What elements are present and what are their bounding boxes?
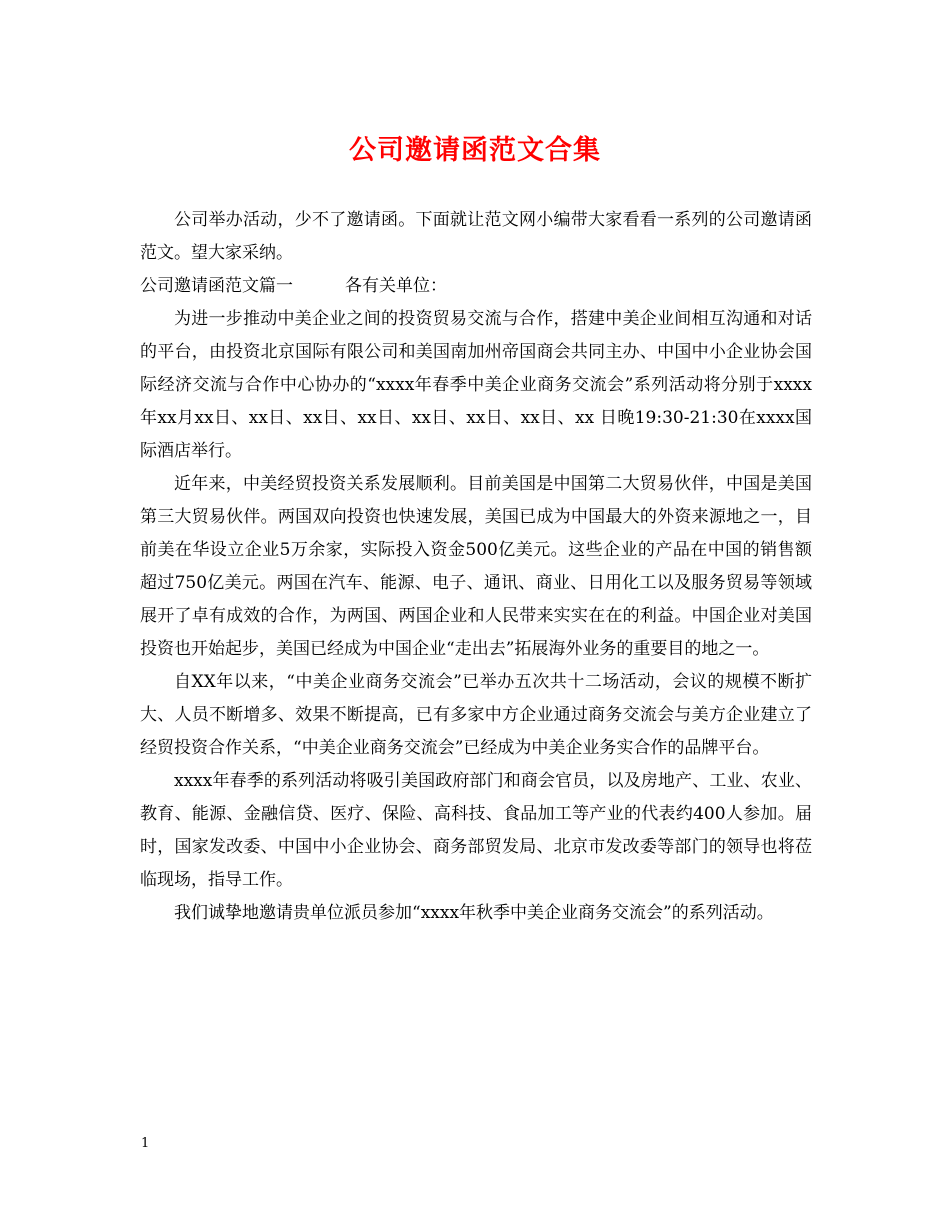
body-paragraph-5: 我们诚挚地邀请贵单位派员参加“xxxx年秋季中美企业商务交流会”的系列活动。 (174, 903, 774, 923)
salutation: 各有关单位： (345, 276, 447, 296)
body-paragraph-1: 为进一步推动中美企业之间的投资贸易交流与合作，搭建中美企业间相互沟通和对话的平台，由投资北京国际有限公司和美国南加州帝国商会共同主办、中国中小企业协会国际经济交流与合作中心协办的“xxxx年春季中美企业商务交流会”系列活动将分别于xxxx年xx月xx日、xx日、xx日、xx日、xx日、xx日、xx日、xx 日晚19:30-21:30在xxxx国际酒店举行。 (140, 309, 812, 461)
body-paragraph-3: 自XX年以来，“中美企业商务交流会”已举办五次共十二场活动，会议的规模不断扩大、人员不断增多、效果不断提高，已有多家中方企业通过商务交流会与美方企业建立了经贸投资合作关系，“中美企业商务交流会”已经成为中美企业务实合作的品牌平台。 (140, 672, 812, 758)
document-title: 公司邀请函范文合集 (349, 135, 601, 166)
section-heading: 公司邀请函范文篇一 (140, 276, 293, 296)
intro-paragraph: 公司举办活动，少不了邀请函。下面就让范文网小编带大家看看一系列的公司邀请函范文。望大家采纳。 (140, 210, 812, 263)
document-body (140, 204, 812, 930)
page-number: 1 (141, 1136, 150, 1151)
section-heading-line (140, 270, 812, 303)
body-paragraph-4: xxxx年春季的系列活动将吸引美国政府部门和商会官员，以及房地产、工业、农业、教育、能源、金融信贷、医疗、保险、高科技、食品加工等产业的代表约400人参加。届时，国家发改委、中国中小企业协会、商务部贸发局、北京市发改委等部门的领导也将莅临现场，指导工作。 (140, 771, 812, 890)
body-paragraph-2: 近年来，中美经贸投资关系发展顺利。目前美国是中国第二大贸易伙伴，中国是美国第三大贸易伙伴。两国双向投资也快速发展，美国已成为中国最大的外资来源地之一，目前美在华设立企业5万余家，实际投入资金500亿美元。这些企业的产品在中国的销售额超过750亿美元。两国在汽车、能源、电子、通讯、商业、日用化工以及服务贸易等领域展开了卓有成效的合作，为两国、两国企业和人民带来实实在在的利益。中国企业对美国投资也开始起步，美国已经成为中国企业“走出去”拓展海外业务的重要目的地之一。 (140, 474, 812, 659)
